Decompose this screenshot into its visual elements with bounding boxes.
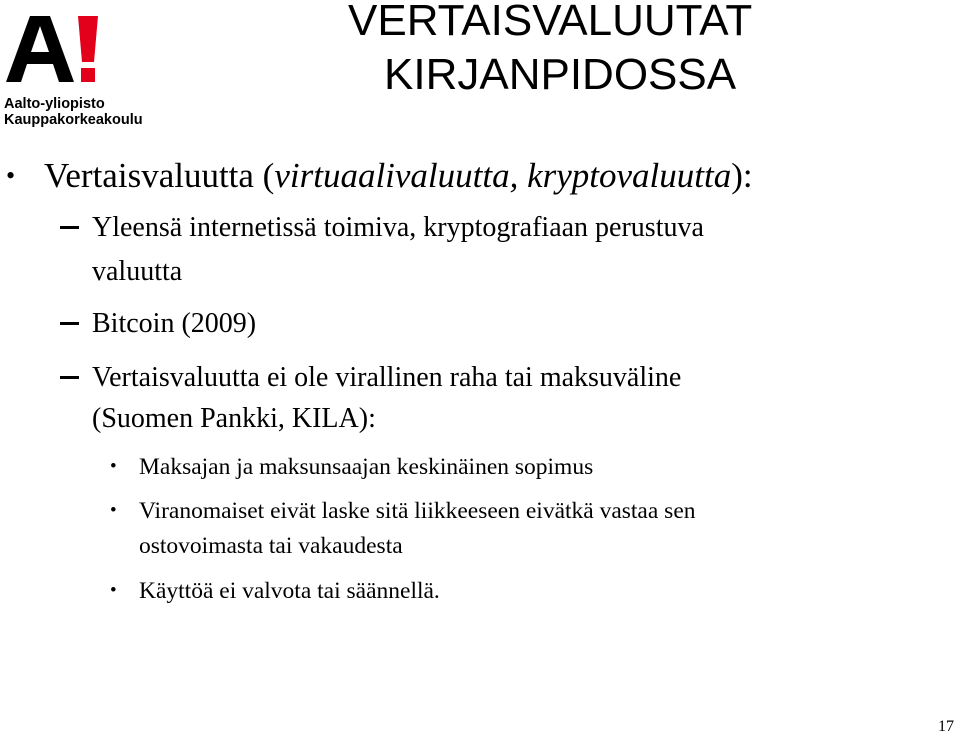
bullet-dot-icon: • xyxy=(6,161,16,190)
bullet-main xyxy=(44,156,753,196)
slide-title-line-1: VERTAISVALUUTAT xyxy=(348,0,753,45)
dash-icon xyxy=(60,322,79,325)
dash-icon xyxy=(60,376,79,379)
sub-item-1-line-1: Yleensä internetissä toimiva, kryptografiaan perustuva xyxy=(92,212,704,243)
bullet-dot-icon: • xyxy=(110,500,117,521)
bullet-dot-icon: • xyxy=(110,456,117,477)
aalto-logo xyxy=(4,12,154,127)
subsub-item-3-line-1: Käyttöä ei valvota tai säännellä. xyxy=(139,578,440,604)
subsub-item-2-line-1: Viranomaiset eivät laske sitä liikkeeseen eivätkä vastaa sen xyxy=(139,498,696,524)
sub-item-2-line-1: Bitcoin (2009) xyxy=(92,308,257,339)
bullet-main-text-end: ): xyxy=(731,156,753,195)
bullet-main-italic-text: virtuaalivaluutta, kryptovaluutta xyxy=(274,156,732,195)
subsub-item-2-line-2: ostovoimasta tai vakaudesta xyxy=(139,533,403,559)
bullet-dot-icon: • xyxy=(110,580,117,601)
bullet-main-text: Vertaisvaluutta ( xyxy=(44,156,275,195)
aalto-a-exclamation-logo-mark xyxy=(4,12,104,92)
sub-item-3-line-2: (Suomen Pankki, KILA): xyxy=(92,403,376,434)
sub-item-3-line-1: Vertaisvaluutta ei ole virallinen raha tai maksuväline xyxy=(92,362,682,393)
slide-title xyxy=(346,0,826,102)
logo-university-name: Aalto-yliopisto xyxy=(4,96,105,112)
subsub-item-1-line-1: Maksajan ja maksunsaajan keskinäinen sopimus xyxy=(139,454,594,480)
slide-title-line-2: KIRJANPIDOSSA xyxy=(384,50,737,99)
logo-school-name: Kauppakorkeakoulu xyxy=(4,112,143,128)
dash-icon xyxy=(60,226,79,229)
sub-item-1-line-2: valuutta xyxy=(92,256,183,287)
page-number: 17 xyxy=(938,718,954,735)
